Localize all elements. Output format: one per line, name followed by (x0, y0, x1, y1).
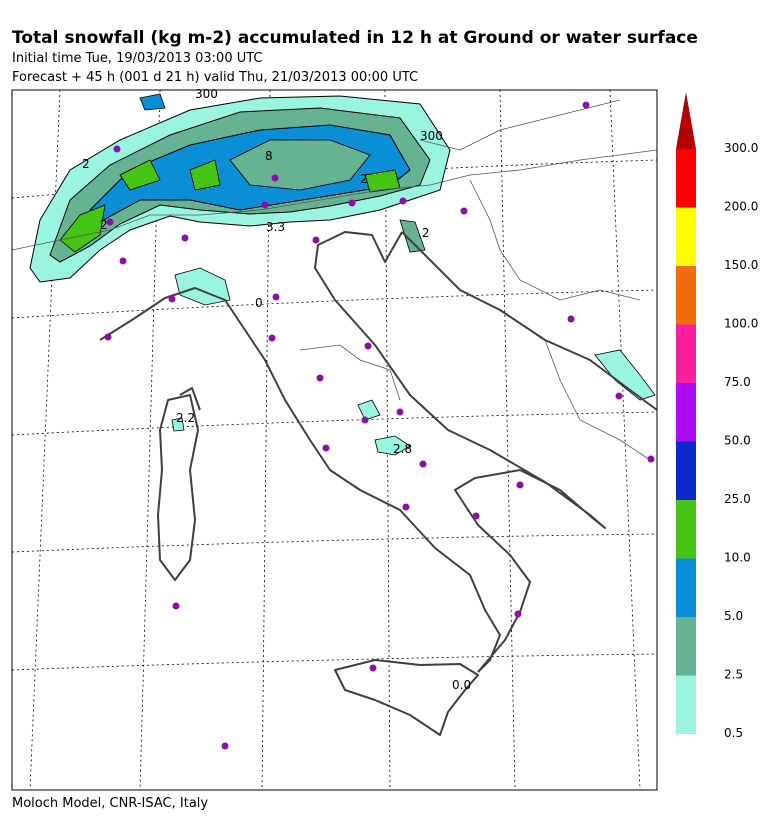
contour-label: 2.2 (176, 411, 196, 425)
legend-level-label: 2.5 (724, 667, 744, 682)
legend-level-label: 75.0 (724, 375, 751, 389)
legend-color-boxes (676, 92, 696, 734)
contour-label: 2 (100, 218, 108, 232)
contour-label: .2 (418, 226, 430, 240)
chart-title: Total snowfall (kg m-2) accumulated in 12 h at Ground or water surface (12, 28, 698, 48)
legend-color-box (676, 559, 696, 618)
legend-color-box (676, 266, 696, 325)
legend-arrow-cap (676, 92, 696, 149)
legend-color-box (676, 208, 696, 267)
legend-color-box (676, 442, 696, 501)
contour-label: 2 (82, 157, 90, 171)
legend-level-label: 25.0 (724, 492, 751, 506)
legend-color-box (676, 149, 696, 208)
contour-label: 3.3 (266, 220, 286, 234)
contour-label: 8 (265, 149, 273, 163)
contour-label: 0 (255, 296, 263, 310)
legend-color-box (676, 617, 696, 676)
contour-label: 300 (195, 87, 218, 101)
legend-level-label: 50.0 (724, 433, 751, 448)
legend-level-label: 300.0 (724, 141, 759, 155)
legend-labels (724, 141, 758, 740)
legend-color-box (676, 383, 696, 442)
contour-label: 0.0 (452, 678, 472, 692)
legend-level-label: 5.0 (724, 609, 744, 623)
contour-label: 300 (420, 129, 443, 143)
legend-color-box (676, 676, 696, 735)
legend-level-label: 10.0 (724, 550, 751, 565)
legend-color-box (676, 325, 696, 384)
contour-label: 2.8 (393, 442, 413, 456)
legend-level-label: 150.0 (724, 258, 759, 272)
model-credit: Moloch Model, CNR-ISAC, Italy (12, 796, 209, 811)
legend-level-label: 0.5 (724, 726, 744, 740)
initial-time-label: Initial time Tue, 19/03/2013 03:00 UTC (12, 51, 263, 66)
contour-label: 2 (360, 172, 368, 186)
legend-level-label: 200.0 (724, 199, 759, 214)
legend-level-label: 100.0 (724, 316, 759, 331)
legend-color-box (676, 500, 696, 559)
forecast-time-label: Forecast + 45 h (001 d 21 h) valid Thu, 21/03/2013 00:00 UTC (12, 70, 419, 85)
